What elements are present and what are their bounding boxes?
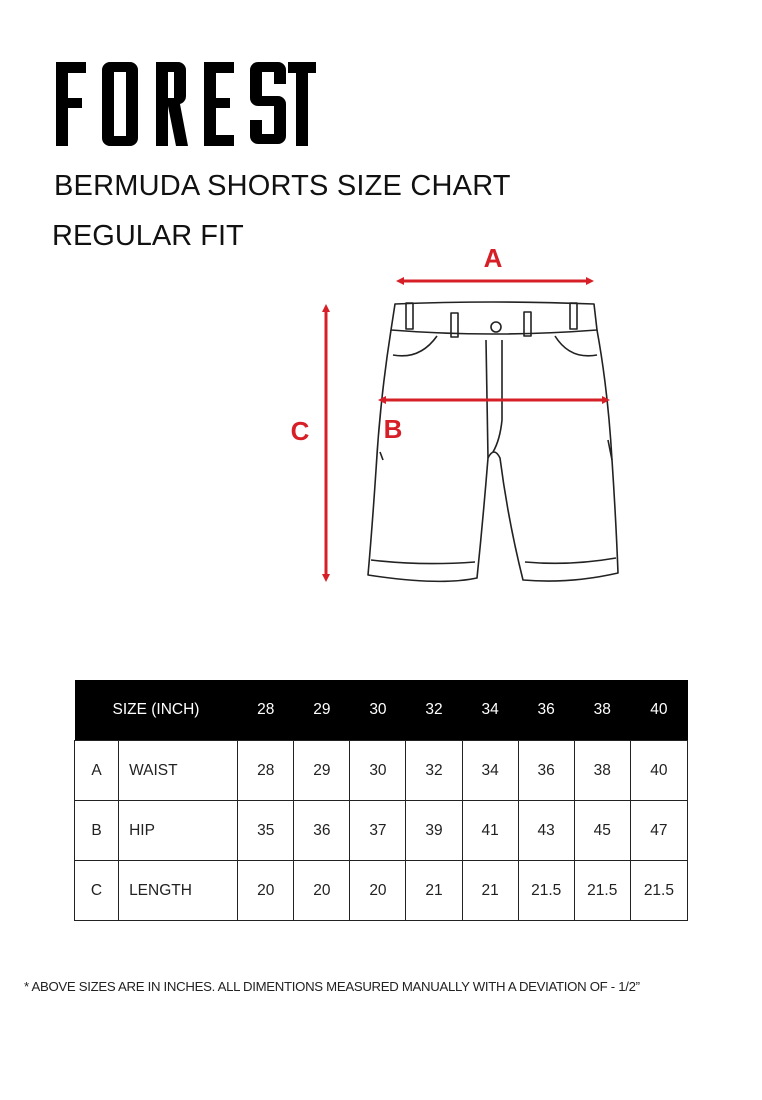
size-header: 28: [238, 680, 294, 741]
size-header: 36: [518, 680, 574, 741]
table-cell: 34: [462, 741, 518, 801]
size-header: 30: [350, 680, 406, 741]
table-cell: 21: [462, 861, 518, 921]
table-cell: 30: [350, 741, 406, 801]
table-cell: 28: [238, 741, 294, 801]
footnote: * ABOVE SIZES ARE IN INCHES. ALL DIMENTIONS MEASURED MANUALLY WITH A DEVIATION OF - 1/2”: [24, 979, 640, 994]
label-a: A: [483, 243, 503, 273]
table-cell: 45: [574, 801, 630, 861]
table-cell: 36: [518, 741, 574, 801]
size-table: [74, 680, 688, 921]
table-row-hip: [75, 801, 688, 861]
belt-loop: [570, 303, 577, 329]
table-cell: 37: [350, 801, 406, 861]
table-cell: 39: [406, 801, 462, 861]
size-header: 32: [406, 680, 462, 741]
shorts-outline: [368, 302, 618, 581]
table-cell: 41: [462, 801, 518, 861]
chart-title: BERMUDA SHORTS SIZE CHART: [54, 170, 511, 202]
table-row-waist: [75, 741, 688, 801]
measure-code: A: [75, 741, 119, 801]
belt-loop: [406, 303, 413, 329]
label-c: C: [290, 416, 310, 446]
table-cell: 21.5: [630, 861, 687, 921]
table-cell: 32: [406, 741, 462, 801]
table-row-length: [75, 861, 688, 921]
measure-code: C: [75, 861, 119, 921]
size-header: 29: [294, 680, 350, 741]
table-cell: 20: [294, 861, 350, 921]
measure-code: B: [75, 801, 119, 861]
size-header: 34: [462, 680, 518, 741]
fit-label: REGULAR FIT: [52, 220, 244, 252]
table-cell: 38: [574, 741, 630, 801]
table-cell: 20: [350, 861, 406, 921]
table-cell: 21.5: [574, 861, 630, 921]
table-cell: 21.5: [518, 861, 574, 921]
table-cell: 36: [294, 801, 350, 861]
table-cell: 35: [238, 801, 294, 861]
table-header-row: [75, 680, 688, 741]
table-cell: 20: [238, 861, 294, 921]
table-cell: 40: [630, 741, 687, 801]
measure-name: LENGTH: [119, 861, 238, 921]
size-header: 38: [574, 680, 630, 741]
size-header: 40: [630, 680, 687, 741]
size-header-label: SIZE (INCH): [75, 680, 238, 741]
table-cell: 21: [406, 861, 462, 921]
belt-loop: [524, 312, 531, 336]
measure-name: WAIST: [119, 741, 238, 801]
measure-name: HIP: [119, 801, 238, 861]
label-b: B: [383, 414, 403, 444]
table-cell: 47: [630, 801, 687, 861]
table-cell: 29: [294, 741, 350, 801]
table-cell: 43: [518, 801, 574, 861]
button: [491, 322, 501, 332]
